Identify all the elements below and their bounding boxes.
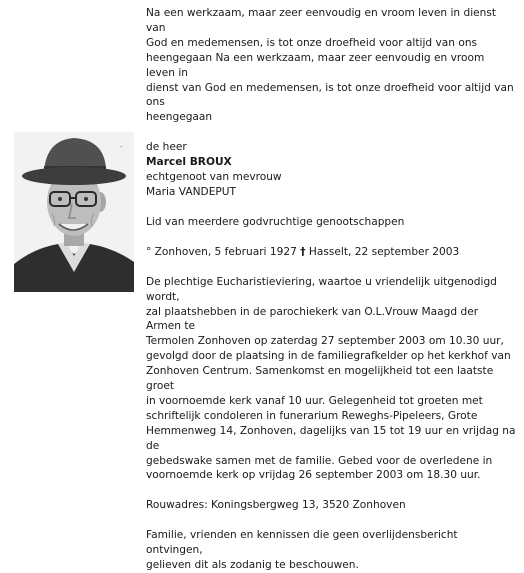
intro-line: God en medemensen, is tot onze droefheid voor altijd van ons <box>146 36 478 49</box>
deceased-name <box>146 155 516 170</box>
birth-date: Zonhoven, 5 februari 1927 <box>154 245 297 258</box>
spouse-label: echtgenoot van mevrouw <box>146 171 282 184</box>
closing-line: gelieven dit als zodanig te beschouwen. <box>146 559 359 572</box>
closing-line: Familie, vrienden en kennissen die geen overlijdensbericht ontvingen, <box>146 529 458 557</box>
ceremony-line: voornoemde kerk op vrijdag 26 september 2003 om 18.30 uur. <box>146 469 481 482</box>
ceremony-line: in voornoemde kerk vanaf 10 uur. Gelegenheid tot groeten met <box>146 394 483 407</box>
ceremony-line: De plechtige Eucharistieviering, waartoe u vriendelijk uitgenodigd wordt, <box>146 275 497 303</box>
portrait-photo <box>14 132 134 292</box>
notice-text <box>146 6 516 573</box>
ceremony-line: gevolgd door de plaatsing in de familiegrafkelder op het kerkhof van <box>146 350 511 363</box>
life-dates <box>146 245 516 260</box>
ceremony-line: gebedswake samen met de familie. Gebed voor de overledene in <box>146 454 493 467</box>
spouse-name: Maria VANDEPUT <box>146 185 236 198</box>
deceased-title: de heer <box>146 141 187 154</box>
ceremony-line: schriftelijk condoleren in funerarium Reweghs-Pipeleers, Grote <box>146 409 478 422</box>
ceremony-line: Termolen Zonhoven op zaterdag 27 september 2003 om 10.30 uur, <box>146 335 504 348</box>
deceased-first-name: Marcel <box>146 156 187 169</box>
membership-text: Lid van meerdere godvruchtige genootschappen <box>146 215 405 228</box>
ceremony-line: Zonhoven Centrum. Samenkomst en mogelijkheid tot een laatste groet <box>146 365 494 393</box>
intro-line: Na een werkzaam, maar zeer eenvoudig en vroom leven in dienst van <box>146 7 497 34</box>
birth-symbol: ° <box>146 245 152 258</box>
portrait-illustration <box>14 132 134 292</box>
death-cross-icon: † <box>300 245 306 258</box>
intro-line: dienst van God en medemensen, is tot onze droefheid voor altijd van ons <box>146 81 514 109</box>
intro-line: heengegaan Na een werkzaam, maar zeer eenvoudig en vroom leven in <box>146 51 485 79</box>
intro-line: heengegaan <box>146 111 213 124</box>
death-date: Hasselt, 22 september 2003 <box>308 245 460 258</box>
decorative-mark: - <box>120 142 123 151</box>
mourning-address: Rouwadres: Koningsbergweg 13, 3520 Zonhoven <box>146 499 406 512</box>
ceremony-line: zal plaatshebben in de parochiekerk van O.L.Vrouw Maagd der Armen te <box>146 305 479 333</box>
deceased-last-name: BROUX <box>189 156 232 169</box>
ceremony-line: Hemmenweg 14, Zonhoven, dagelijks van 15 tot 19 uur en vrijdag na de <box>146 424 516 452</box>
